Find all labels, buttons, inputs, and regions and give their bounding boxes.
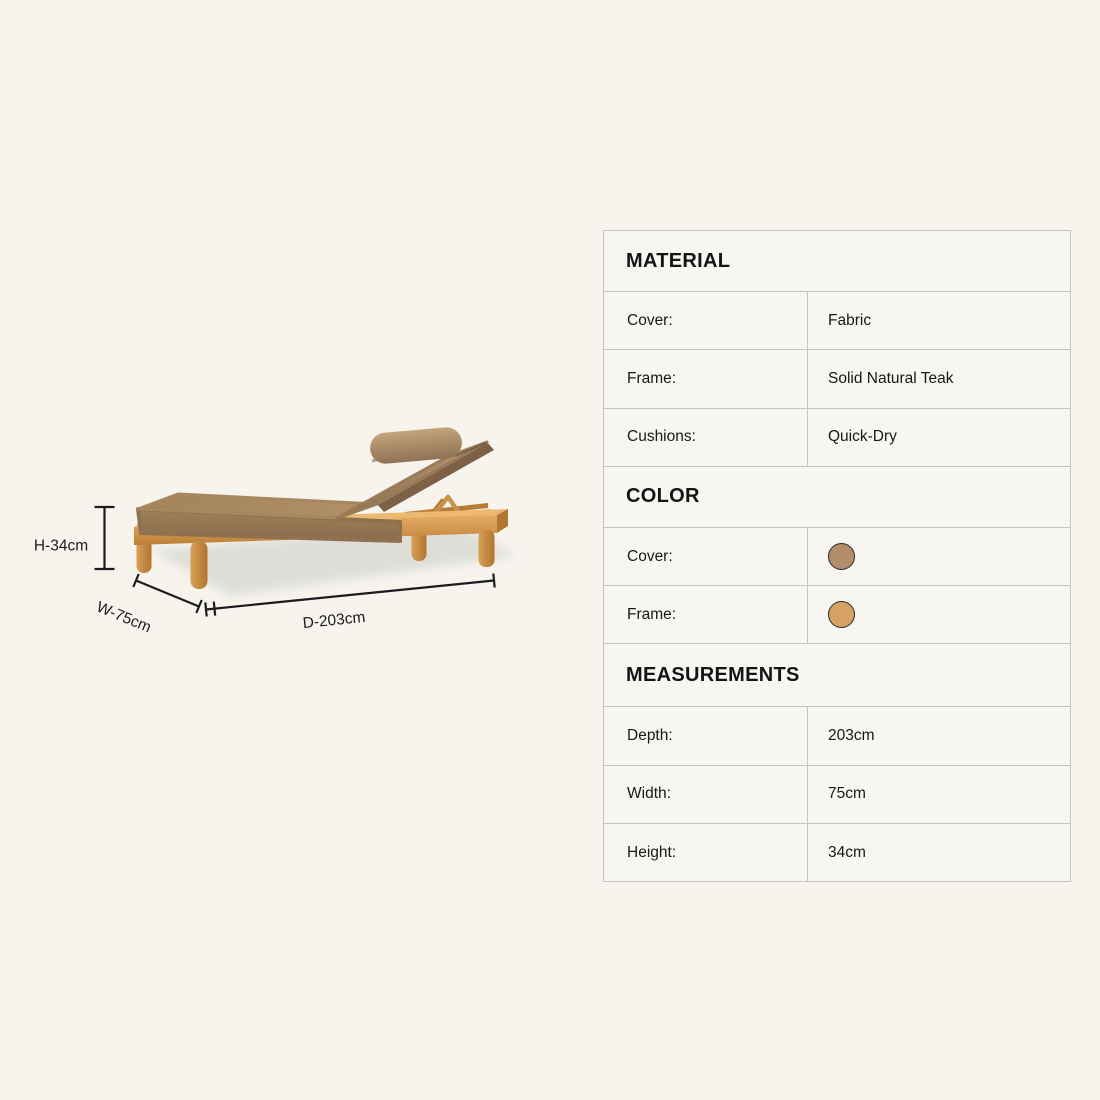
row-label: Cushions: — [604, 409, 808, 466]
front-left-leg — [191, 541, 208, 589]
row-label: Cover: — [604, 528, 808, 585]
spec-table — [603, 230, 1071, 882]
row-swatch-cell — [808, 586, 1070, 643]
section-header-measurements — [604, 644, 1070, 707]
row-label: Depth: — [604, 707, 808, 764]
section-title: COLOR — [626, 485, 700, 508]
table-row — [604, 707, 1070, 765]
row-label: Width: — [604, 766, 808, 823]
section-header-material — [604, 231, 1070, 292]
section-header-color — [604, 467, 1070, 528]
cover-color-swatch — [828, 543, 855, 570]
row-label: Frame: — [604, 586, 808, 643]
table-row — [604, 528, 1070, 586]
row-label: Cover: — [604, 292, 808, 349]
height-dimension — [95, 507, 115, 569]
width-dimension-label: W-75cm — [94, 598, 154, 637]
row-swatch-cell — [808, 528, 1070, 585]
table-row — [604, 409, 1070, 467]
row-value: 203cm — [828, 727, 875, 745]
row-value: Fabric — [828, 311, 872, 329]
row-label: Frame: — [604, 350, 808, 407]
row-value: 34cm — [828, 843, 866, 861]
section-title: MEASUREMENTS — [626, 663, 800, 686]
row-label: Height: — [604, 824, 808, 881]
depth-dimension-label: D-203cm — [301, 608, 367, 633]
row-value: 75cm — [828, 785, 866, 803]
lounger-illustration — [20, 400, 540, 660]
frame-color-swatch — [828, 601, 855, 628]
table-row — [604, 766, 1070, 824]
table-row — [604, 350, 1070, 408]
front-right-leg — [479, 530, 495, 567]
table-row — [604, 824, 1070, 881]
section-title: MATERIAL — [626, 249, 731, 272]
height-dimension-label: H-34cm — [33, 537, 89, 555]
table-row — [604, 586, 1070, 644]
table-row — [604, 292, 1070, 350]
row-value: Solid Natural Teak — [828, 369, 954, 387]
row-value: Quick-Dry — [828, 428, 897, 446]
